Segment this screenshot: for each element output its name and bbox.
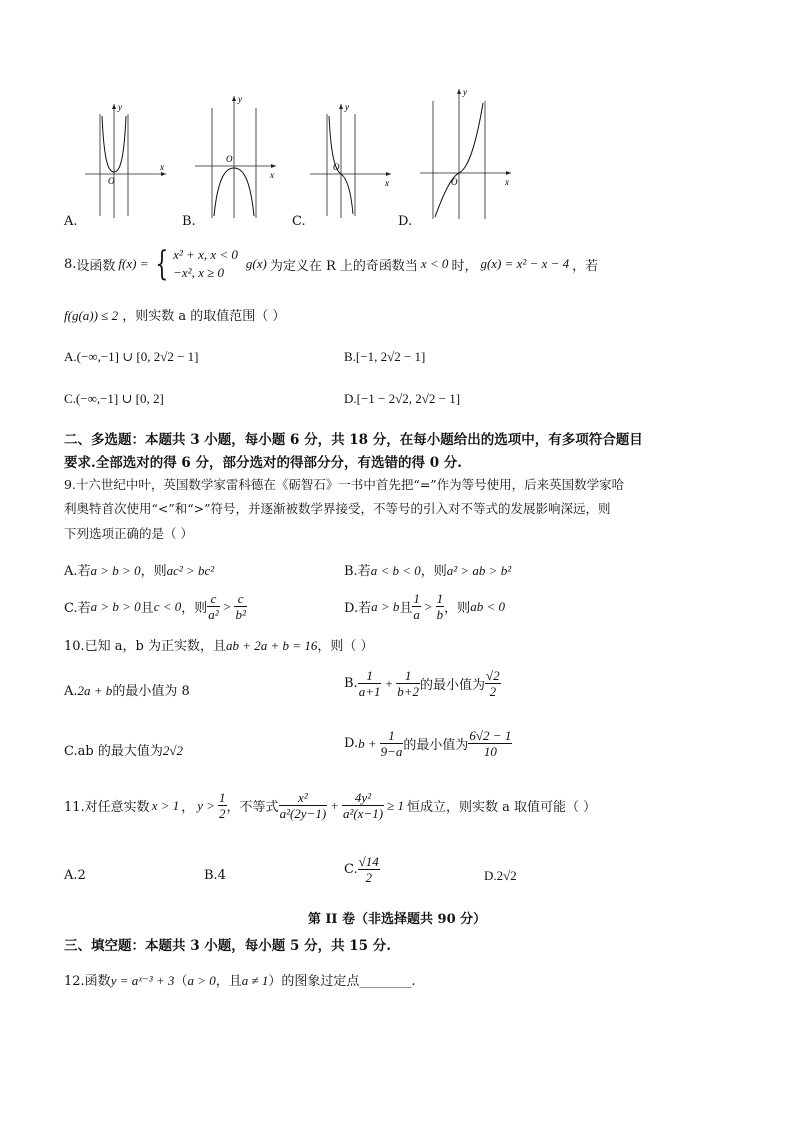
section2-heading-line1: 二、多选题：本题共 3 小题，每小题 6 分，共 18 分，在每小题给出的选项中，有多项符合题目	[64, 432, 643, 448]
q9-stem-line2: 利奥特首次使用“<”和“>”符号，并逐渐被数学界接受，不等号的引入对不等式的发展影响深远，则	[64, 501, 611, 516]
q8-text5: ，若	[572, 258, 599, 274]
q10-b-plus: +	[384, 675, 394, 691]
q9-b-text2: ，则	[420, 564, 447, 579]
q10-d-expr: b +	[358, 735, 377, 751]
q8-number: 8.	[64, 256, 77, 272]
q8-fx: f(x) =	[118, 256, 149, 271]
q9-stem-line1: 9.十六世纪中叶，英国数学家雷科德在《砺智石》一书中首先把“=”作为等号使用，后来英国数学家哈	[64, 477, 625, 492]
svg-text:O: O	[226, 154, 233, 164]
q10-d-label: D.	[344, 736, 359, 751]
svg-text:y: y	[238, 94, 242, 104]
q10-text2: ，则（ ）	[317, 639, 374, 654]
q11-cond-x: x > 1	[151, 797, 180, 813]
q8-stem-line2	[64, 305, 285, 324]
graph-label-b: B.	[182, 214, 196, 229]
q11-geq: ≥ 1	[387, 797, 404, 813]
q9-c-text3: ，则	[181, 601, 208, 616]
q8-text1: 设函数	[76, 258, 116, 274]
q9-d-text3: ，则	[444, 601, 471, 616]
q11-option-b: B.4	[204, 868, 226, 883]
q9-d-gt: >	[423, 598, 433, 614]
q11-frac1: $\frac{\text{x²}}{\text{a²(2y−1)}}$	[279, 790, 327, 821]
q11-cond-y: y >	[197, 797, 216, 813]
q12-paren-open: （	[174, 974, 188, 989]
q9-option-d	[344, 591, 505, 622]
svg-text:x: x	[385, 178, 389, 188]
q10-c-text: C.ab 的最大值为	[64, 744, 163, 759]
q9-stem-line3: 下列选项正确的是（ ）	[64, 526, 193, 541]
q11-option-d: D.2√2	[484, 868, 517, 883]
q12-cond1: a > 0	[187, 973, 216, 988]
q12-stem	[64, 970, 416, 989]
q10-c-value: 2√2	[162, 743, 183, 758]
q9-c-frac1: $\frac{c}{\text{a²}}$	[208, 591, 219, 622]
q10-option-c	[64, 740, 183, 759]
q10-text1: 10.已知 a，b 为正实数，且	[64, 639, 227, 654]
q8-stem-line1	[64, 246, 598, 282]
q9-c-gt: >	[222, 598, 232, 614]
q9-a-result: ac² > bc²	[166, 563, 215, 578]
graph-c	[305, 100, 395, 220]
graph-a	[80, 100, 170, 220]
q11-text3: 恒成立，则实数 a 取值可能（ ）	[406, 800, 597, 815]
q11-text2: ，不等式	[226, 800, 279, 815]
q9-c-cond2: c < 0	[153, 598, 182, 614]
q9-c-cond1: a > b > 0	[90, 598, 141, 614]
q11-c-frac: $\frac{√14}{2}$	[358, 854, 379, 885]
q10-condition: ab + 2a + b = 16	[226, 638, 318, 653]
q9-c-frac2: $\frac{c}{\text{b²}}$	[235, 591, 246, 622]
q9-option-b	[344, 560, 511, 579]
q8-cond: x < 0	[420, 256, 449, 271]
q8-g: g(x)	[245, 256, 267, 271]
q8-option-a: A.(−∞,−1] ∪ [0, 2√2 − 1]	[64, 349, 199, 364]
q8-option-d: D.[−1 − 2√2, 2√2 − 1]	[344, 391, 461, 406]
graph-d	[415, 85, 515, 222]
q9-c-text2: 且	[140, 601, 154, 616]
svg-text:x: x	[160, 162, 164, 172]
section3-heading: 三、填空题：本题共 3 小题，每小题 5 分，共 15 分.	[64, 938, 391, 954]
q9-option-a	[64, 560, 214, 579]
q10-d-frac: $\frac{1}{9-a}$	[380, 728, 403, 759]
part2-heading: 第 II 卷（非选择题共 90 分）	[307, 912, 487, 927]
svg-text:O: O	[451, 177, 458, 187]
q9-a-text1: A.若	[64, 564, 91, 579]
q9-c-text1: C.若	[64, 601, 91, 616]
q10-b-frac1: $\frac{1}{a+1}$	[358, 668, 381, 699]
q12-text3: ）的图象过定点________.	[268, 974, 416, 989]
q10-b-label: B.	[344, 676, 358, 691]
q8-case1: x² + x, x < 0	[173, 247, 238, 262]
q8-gdef: g(x) = x² − x − 4	[480, 256, 570, 271]
q9-d-frac2: $\frac{1}{b}$	[436, 591, 444, 622]
q8-case2: −x², x ≥ 0	[173, 265, 224, 280]
svg-text:x: x	[270, 170, 274, 180]
q9-d-text1: D.若	[344, 601, 372, 616]
q11-comma: ，	[181, 800, 195, 815]
q10-b-result: $\frac{√2}{2}$	[486, 668, 500, 699]
svg-text:x: x	[505, 177, 509, 187]
q8-option-b: B.[−1, 2√2 − 1]	[344, 349, 426, 364]
q9-option-c	[64, 591, 247, 622]
q9-d-frac1: $\frac{1}{a}$	[413, 591, 420, 622]
q8-text3: 为定义在 R 上的奇函数当	[269, 258, 418, 274]
q10-option-b	[344, 668, 501, 699]
graph-label-c: C.	[292, 214, 306, 229]
section2-heading-line2: 要求.全部选对的得 6 分，部分选对的得部分分，有选错的得 0 分.	[64, 455, 462, 471]
q11-option-a: A.2	[64, 868, 86, 883]
q12-function: y = aˣ⁻³ + 3	[110, 973, 175, 988]
q10-b-text: 的最小值为	[420, 678, 486, 693]
q8-text4: 时，	[451, 258, 478, 274]
q9-d-result: ab < 0	[470, 598, 505, 614]
q12-text2: ，且	[215, 974, 242, 989]
svg-text:y: y	[345, 102, 349, 112]
svg-text:y: y	[463, 87, 467, 97]
q8-ineq: f(g(a)) ≤ 2	[64, 308, 119, 323]
q10-b-frac2: $\frac{1}{b+2}$	[397, 668, 420, 699]
q12-text1: 12.函数	[64, 974, 111, 989]
q9-b-result: a² > ab > b²	[446, 563, 512, 578]
q10-a-expr: 2a + b	[77, 683, 113, 698]
q11-text1: 11.对任意实数	[64, 800, 150, 815]
q11-half: $\frac{1}{2}$	[219, 790, 226, 821]
graph-label-a: A.	[64, 214, 78, 229]
graph-b	[190, 92, 280, 222]
q10-stem	[64, 635, 373, 654]
q10-option-d	[344, 728, 512, 759]
q10-a-label: A.	[64, 684, 78, 699]
svg-text:O: O	[333, 162, 340, 172]
q11-option-c	[344, 854, 380, 885]
q8-piecewise: { x² + x, x < 0 −x², x ≥ 0	[155, 244, 238, 284]
q11-frac2: $\frac{\text{4y²}}{\text{a²(x−1)}}$	[342, 790, 384, 821]
q9-b-text1: B.若	[344, 564, 371, 579]
q8-text6: ，则实数 a 的取值范围（ ）	[122, 309, 286, 324]
q10-a-text: 的最小值为 8	[112, 684, 190, 699]
svg-text:O: O	[108, 176, 115, 186]
svg-text:y: y	[118, 102, 122, 112]
q12-cond2: a ≠ 1	[241, 973, 269, 988]
q11-c-label: C.	[344, 862, 358, 877]
q10-d-result: $\frac{6√2 - 1}{10}$	[469, 728, 512, 759]
q10-d-text: 的最小值为	[403, 738, 469, 753]
q11-stem	[64, 790, 596, 821]
q9-d-cond: a > b	[371, 598, 400, 614]
q9-a-text2: ，则	[140, 564, 167, 579]
q10-option-a	[64, 680, 190, 699]
graph-label-d: D.	[398, 214, 413, 229]
q9-a-cond: a > b > 0	[90, 563, 141, 578]
q11-plus: +	[330, 797, 339, 813]
q9-b-cond: a < b < 0	[370, 563, 421, 578]
q8-option-c: C.(−∞,−1] ∪ [0, 2]	[64, 391, 164, 406]
q9-d-text2: 且	[399, 601, 413, 616]
